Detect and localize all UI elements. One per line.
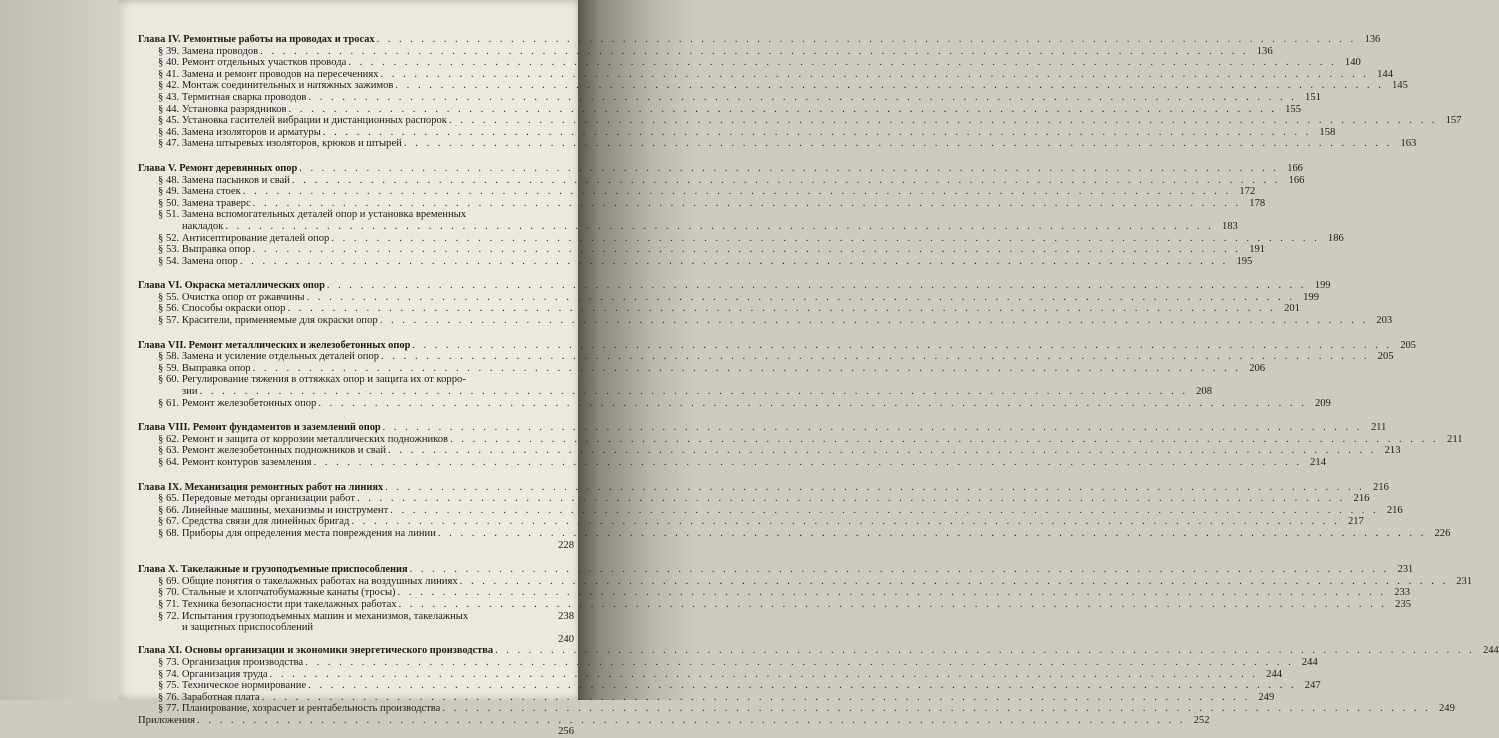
dot-leader	[404, 138, 1392, 150]
toc-page-number: 249	[1438, 703, 1455, 715]
dot-leader	[308, 92, 1296, 104]
dot-leader	[385, 482, 1365, 494]
toc-section-entry[interactable]	[138, 209, 574, 221]
toc-chapter-entry[interactable]	[138, 280, 1331, 292]
toc-entry-title: Глава VIII. Ремонт фундаментов и заземлений опор	[138, 422, 381, 434]
dot-leader	[323, 127, 1311, 139]
toc-section-entry[interactable]	[138, 598, 1412, 611]
toc-entry-title: Глава XI. Основы организации и экономики энергетического производства	[138, 645, 494, 657]
toc-page-number: 144	[1377, 68, 1394, 80]
dot-leader	[383, 422, 1363, 434]
toc-entry-title: Глава X. Такелажные и грузоподъемные приспособления	[138, 564, 408, 576]
toc-entry-title: § 50. Замена траверс	[158, 197, 251, 209]
dot-leader	[253, 244, 1241, 256]
toc-entry-title: § 42. Монтаж соединительных и натяжных зажимов	[158, 80, 394, 92]
toc-section-entry[interactable]	[138, 587, 1411, 599]
toc-section-entry[interactable]	[138, 668, 1283, 681]
toc-page-number: 178	[1249, 197, 1266, 209]
toc-page-number: 208	[1196, 386, 1213, 398]
toc-page-number: 151	[1305, 91, 1321, 103]
toc-section-entry[interactable]	[138, 680, 1321, 692]
toc-chapter-entry[interactable]	[138, 422, 1387, 434]
section-gap	[138, 469, 574, 482]
dot-leader	[289, 104, 1277, 116]
dot-leader	[253, 363, 1241, 375]
toc-entry-title: § 53. Выправка опор	[158, 244, 251, 256]
dot-leader	[438, 528, 1426, 540]
toc-section-entry[interactable]	[138, 45, 1273, 58]
toc-page-number: 238	[558, 610, 574, 622]
dot-leader	[270, 669, 1258, 681]
section-gap	[138, 267, 574, 280]
dot-leader	[381, 69, 1369, 81]
dot-leader	[381, 351, 1369, 363]
dot-leader	[308, 680, 1296, 692]
toc-page-number: 216	[1373, 481, 1389, 493]
toc-entry-title: Глава IV. Ремонтные работы на проводах и тросах	[138, 34, 375, 45]
dot-leader	[380, 315, 1368, 327]
dot-leader	[449, 115, 1437, 127]
toc-section-entry[interactable]	[138, 445, 1401, 457]
toc-page-number: 183	[1221, 220, 1238, 232]
dot-leader	[307, 292, 1295, 304]
dot-leader	[351, 516, 1339, 528]
toc-entry-title: § 55. Очистка опор от ржавчины	[158, 291, 305, 303]
toc-entry-title: § 70. Стальные и хлопчатобумажные канаты (тросы)	[158, 587, 396, 599]
toc-continuation[interactable]	[138, 386, 1213, 398]
toc-section-entry[interactable]	[138, 527, 1451, 540]
toc-appendix-entry[interactable]	[138, 714, 1210, 727]
toc-page-number: 158	[1319, 126, 1336, 138]
toc-page-number: 256	[558, 726, 574, 738]
toc-entry-title: § 63. Ремонт железобетонных подножников и свай	[158, 445, 387, 457]
toc-page-number: 186	[1327, 232, 1344, 244]
dot-leader	[305, 657, 1293, 669]
toc-page-number: 166	[1288, 174, 1305, 186]
toc-page-number: 240	[558, 633, 574, 645]
dot-leader	[292, 175, 1280, 187]
toc-page-number: 231	[1456, 575, 1473, 587]
dot-leader	[410, 564, 1390, 576]
dot-leader	[225, 221, 1213, 233]
toc-page-number: 191	[1249, 244, 1266, 256]
toc-entry-title: § 47. Замена штыревых изоляторов, крюков и штырей	[158, 138, 402, 150]
toc-entry-title: § 46. Замена изоляторов и арматуры	[158, 126, 321, 138]
toc-section-entry[interactable]	[138, 397, 1331, 410]
toc-entry-title: § 57. Красители, применяемые для окраски опор	[158, 315, 378, 327]
toc-page-number: 244	[1266, 668, 1283, 680]
dot-leader	[399, 599, 1387, 611]
dot-leader	[398, 587, 1386, 599]
toc-entry-title: § 60. Регулирование тяжения в оттяжках опор и защита их от корро-	[158, 374, 466, 386]
toc-section-entry[interactable]	[138, 186, 1256, 198]
dot-leader	[450, 434, 1438, 446]
dot-leader	[262, 692, 1250, 704]
toc-page-number: 172	[1239, 186, 1256, 198]
toc-section-entry[interactable]	[138, 516, 1364, 528]
toc-page-number: 252	[1193, 714, 1210, 726]
toc-page-number: 211	[1371, 422, 1387, 434]
toc-page-number: 203	[1376, 315, 1393, 327]
toc-page-number: 136	[1256, 45, 1273, 57]
toc-page-number: 195	[1236, 255, 1253, 267]
toc-continuation[interactable]	[138, 622, 574, 634]
dot-leader	[348, 57, 1336, 69]
toc-page-number: 206	[1249, 362, 1266, 374]
toc-entry-title: § 40. Ремонт отдельных участков провода	[158, 57, 347, 69]
toc-page-number: 231	[1397, 564, 1414, 576]
toc-section-entry[interactable]	[138, 504, 1403, 517]
toc-section-entry[interactable]	[138, 232, 1344, 245]
toc-entry-title: § 56. Способы окраски опор	[158, 303, 286, 315]
toc-section-entry[interactable]	[138, 351, 1394, 363]
toc-entry-title: § 73. Организация производства	[158, 656, 304, 668]
toc-section-entry[interactable]	[138, 115, 1462, 127]
toc-entry-title: § 51. Замена вспомогательных деталей опор и установка временных	[158, 209, 467, 221]
toc-chapter-entry[interactable]	[138, 481, 1389, 494]
section-gap	[138, 551, 574, 564]
toc-entry-title: Глава V. Ремонт деревянных опор	[138, 162, 298, 174]
toc-section-entry[interactable]	[138, 291, 1319, 304]
toc-section-entry[interactable]	[138, 103, 1302, 116]
dot-leader	[460, 576, 1448, 588]
toc-section-entry[interactable]	[138, 174, 1305, 187]
toc-page-number: 235	[1395, 598, 1412, 610]
toc-page-number: 205	[1377, 351, 1394, 363]
toc-continuation[interactable]	[138, 540, 574, 552]
toc-entry-title: § 58. Замена и усиление отдельных деталей опор	[158, 351, 380, 363]
toc-section-entry[interactable]	[138, 457, 1327, 469]
toc-page-number: 201	[1284, 303, 1300, 315]
toc-page-number: 213	[1384, 445, 1401, 457]
toc-page-number: 199	[1314, 280, 1331, 292]
toc-section-entry[interactable]	[138, 611, 574, 623]
toc-entry-title: § 75. Техническое нормирование	[158, 680, 307, 692]
toc-section-entry[interactable]	[138, 374, 574, 386]
dot-leader	[442, 703, 1430, 715]
toc-entry-title: § 52. Антисептирование деталей опор	[158, 232, 330, 244]
toc-chapter-entry[interactable]	[138, 162, 1303, 175]
toc-entry-title: § 62. Ремонт и защита от коррозии металлических подножников	[158, 433, 449, 445]
toc-entry-title: § 48. Замена пасынков и свай	[158, 174, 290, 186]
toc-entry-title: § 59. Выправка опор	[158, 362, 251, 374]
toc-page-number: 233	[1394, 587, 1411, 599]
toc-entry-title: § 67. Средства связи для линейных бригад	[158, 516, 350, 528]
dot-leader	[390, 505, 1378, 517]
toc-page-number: 205	[1400, 339, 1416, 351]
dot-leader	[388, 445, 1376, 457]
toc-section-entry[interactable]	[138, 255, 1253, 268]
dot-leader	[314, 457, 1302, 469]
toc-page-number: 140	[1344, 57, 1361, 69]
toc-entry-title: Глава VII. Ремонт металлических и железобетонных опор	[138, 339, 411, 351]
dot-leader	[197, 715, 1185, 727]
toc-page-number: 211	[1447, 433, 1463, 445]
toc-page-number: 166	[1287, 162, 1303, 174]
toc-page-number: 209	[1314, 397, 1331, 409]
toc-page-number: 155	[1285, 103, 1302, 115]
toc-continuation[interactable]	[138, 220, 1238, 233]
toc-section-entry[interactable]	[138, 656, 1318, 669]
section-gap	[138, 150, 574, 163]
toc-page-number: 249	[1258, 691, 1275, 703]
toc-entry-title: § 74. Организация труда	[158, 668, 268, 680]
toc-section-entry[interactable]	[138, 244, 1266, 256]
toc-entry-title: § 66. Линейные машины, механизмы и инструмент	[158, 504, 389, 516]
toc-section-entry[interactable]	[138, 68, 1394, 81]
toc-section-entry[interactable]	[138, 57, 1361, 69]
book-left-margin	[0, 0, 118, 700]
toc-continuation[interactable]	[138, 634, 574, 646]
toc-chapter-entry[interactable]	[138, 645, 1499, 657]
dot-leader	[331, 233, 1319, 245]
toc-entry-title: § 68. Приборы для определения места повреждения на линии	[158, 527, 436, 539]
table-of-contents	[138, 34, 1499, 738]
toc-entry-title: § 45. Установка гасителей вибрации и дистанционных распорок	[158, 115, 447, 127]
section-gap	[138, 409, 574, 422]
toc-page-number: 226	[1434, 527, 1451, 539]
dot-leader	[243, 186, 1231, 198]
toc-page-number: 244	[1301, 656, 1318, 668]
toc-entry-title: и защитных приспособлений	[182, 622, 314, 634]
toc-entry-title: § 76. Заработная плата	[158, 691, 260, 703]
toc-entry-title: § 49. Замена стоек	[158, 186, 241, 198]
toc-page-number: 216	[1353, 493, 1370, 505]
toc-page-number: 163	[1400, 138, 1417, 150]
dot-leader	[412, 340, 1392, 352]
dot-leader	[240, 256, 1228, 268]
toc-entry-title: накладок	[182, 220, 224, 232]
toc-entry-title: § 44. Установка разрядников	[158, 103, 287, 115]
toc-section-entry[interactable]	[138, 575, 1473, 588]
toc-page-number: 216	[1386, 504, 1403, 516]
toc-chapter-entry[interactable]	[138, 34, 1381, 46]
toc-section-entry[interactable]	[138, 126, 1336, 139]
toc-entry-title: § 69. Общие понятия о такелажных работах на воздушных линиях	[158, 575, 458, 587]
toc-page-number: 244	[1483, 645, 1499, 657]
toc-section-entry[interactable]	[138, 691, 1275, 704]
toc-entry-title: Глава VI. Окраска металлических опор	[138, 280, 325, 292]
toc-continuation[interactable]	[138, 726, 574, 738]
dot-leader	[200, 386, 1188, 398]
toc-section-entry[interactable]	[138, 91, 1321, 104]
toc-page-number: 145	[1391, 80, 1408, 92]
toc-entry-title: § 43. Термитная сварка проводов	[158, 91, 307, 103]
toc-page-number: 199	[1303, 291, 1319, 303]
dot-leader	[495, 645, 1475, 657]
section-gap	[138, 327, 574, 340]
dot-leader	[395, 80, 1383, 92]
toc-entry-title: § 65. Передовые методы организации работ	[158, 493, 355, 505]
toc-section-entry[interactable]	[138, 80, 1408, 92]
toc-entry-title: § 77. Планирование, хозрасчет и рентабельность производства	[158, 703, 441, 715]
dot-leader	[327, 280, 1307, 292]
toc-section-entry[interactable]	[138, 315, 1393, 327]
toc-chapter-entry[interactable]	[138, 339, 1416, 352]
dot-leader	[357, 493, 1345, 505]
toc-page-number: 228	[558, 539, 574, 551]
toc-entry-title: § 72. Испытания грузоподъемных машин и механизмов, такелажных	[158, 610, 469, 622]
dot-leader	[260, 46, 1248, 58]
toc-section-entry[interactable]	[138, 703, 1455, 715]
toc-page-number: 214	[1310, 457, 1327, 468]
toc-entry-title: Глава IX. Механизация ремонтных работ на линиях	[138, 481, 384, 493]
dot-leader	[377, 34, 1357, 46]
dot-leader	[299, 163, 1279, 175]
toc-section-entry[interactable]	[138, 197, 1266, 210]
toc-entry-title: § 41. Замена и ремонт проводов на пересечениях	[158, 68, 379, 80]
toc-page-number: 157	[1445, 115, 1462, 127]
toc-page-number: 136	[1364, 34, 1381, 45]
dot-leader	[253, 198, 1241, 210]
dot-leader	[318, 398, 1306, 410]
toc-entry-title: § 39. Замена проводов	[158, 45, 259, 57]
toc-page-number: 247	[1304, 680, 1321, 692]
toc-entry-title: § 71. Техника безопасности при такелажных работах	[158, 598, 397, 610]
toc-page-number: 217	[1347, 516, 1364, 528]
toc-section-entry[interactable]	[138, 493, 1370, 505]
toc-section-entry[interactable]	[138, 362, 1266, 375]
toc-section-entry[interactable]	[138, 138, 1417, 150]
toc-entry-title: зии	[182, 386, 198, 398]
toc-entry-title: Приложения	[138, 714, 196, 726]
toc-entry-title: § 61. Ремонт железобетонных опор	[158, 397, 317, 409]
toc-section-entry[interactable]	[138, 303, 1300, 315]
toc-entry-title: § 54. Замена опор	[158, 255, 238, 267]
toc-section-entry[interactable]	[138, 433, 1463, 446]
toc-entry-title: § 64. Ремонт контуров заземления	[158, 457, 312, 468]
toc-chapter-entry[interactable]	[138, 564, 1414, 576]
dot-leader	[287, 303, 1275, 315]
